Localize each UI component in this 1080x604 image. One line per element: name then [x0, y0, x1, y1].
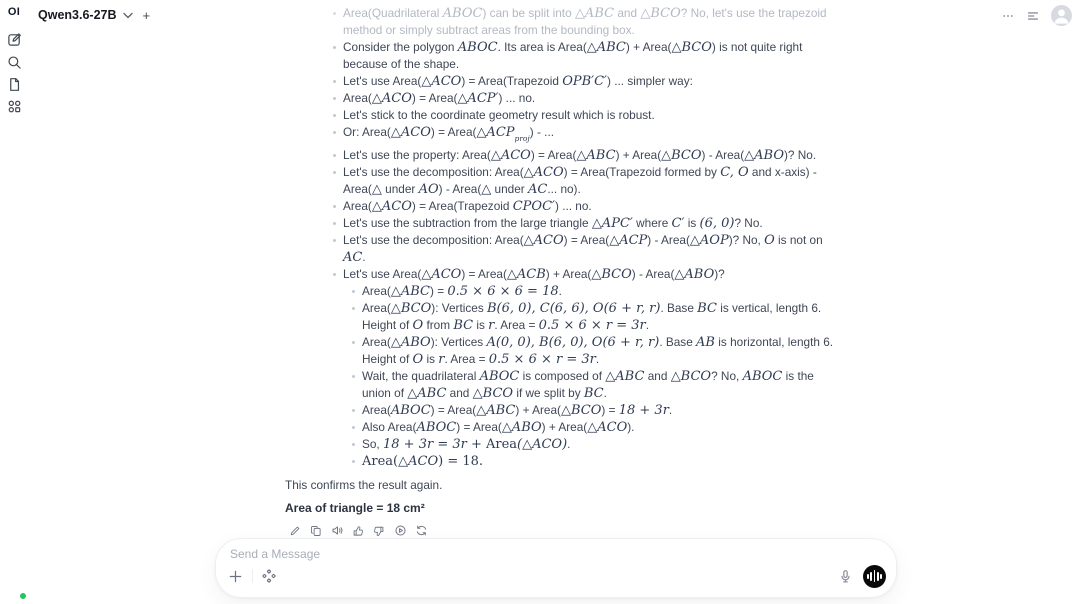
message-actions [287, 523, 860, 539]
list-item: Let's use the decomposition: Area(△ACO) = Area(△ACP) - Area(△AOP)? No, O is not on AC. [285, 232, 843, 266]
assistant-message [285, 5, 860, 539]
regenerate-icon[interactable] [413, 523, 429, 539]
list-item: Wait, the quadrilateral ABOC is composed of △ABC and △BCO? No, ABOC is the union of △ABC and △BCO if we split by BC. [285, 368, 843, 402]
list-item: Consider the polygon ABOC. Its area is Area(△ABC) + Area(△BCO) is not quite right because of the shape. [285, 39, 843, 73]
list-item: Let's use the subtraction from the large triangle △APC′ where C′ is (6, 0)? No. [285, 215, 843, 232]
list-item: Let's use Area(△ACO) = Area(△ACB) + Area(△BCO) - Area(△ABO)? [285, 266, 843, 283]
list-item: Area(△ABO): Vertices A(0, 0), B(6, 0), O(6 + r, r). Base AB is horizontal, length 6. Height of O is r. Area = 0.5 × 6 × r = 3r. [285, 334, 843, 368]
closing-paragraph: This confirms the result again. [285, 477, 443, 492]
list-item: Area(△ACO) = Area(Trapezoid CPOC′) ... no. [285, 198, 843, 215]
edit-icon[interactable] [287, 523, 303, 539]
model-selector[interactable] [38, 5, 150, 25]
thought-list [285, 5, 843, 470]
list-item: Area(△ACO) = Area(△ACP′) ... no. [285, 90, 843, 107]
composer-toolbar [228, 564, 886, 588]
list-item: Let's use the property: Area(△ACO) = Area(△ABC) + Area(△BCO) - Area(△ABO)? No. [285, 147, 843, 164]
list-item: Or: Area(△ACO) = $Area(\triangle ACP_{proj})$ - ... [285, 124, 843, 147]
composer[interactable] [215, 538, 897, 598]
composer-divider [252, 569, 253, 583]
chevron-down-icon [123, 6, 133, 24]
list-item: Area(Quadrilateral ABOC) can be split into △ABC and △BCO? No, let's use the trapezoid method or simply subtract areas from the bounding box. [285, 5, 843, 39]
microphone-icon[interactable] [838, 569, 853, 584]
list-item: Area(ABOC) = Area(△ABC) + Area(△BCO) = 18 + 3r. [285, 402, 843, 419]
apps-icon[interactable] [5, 97, 23, 115]
list-item: Let's stick to the coordinate geometry result which is robust. [285, 107, 843, 124]
play-circle-icon[interactable] [392, 523, 408, 539]
user-avatar[interactable] [1051, 5, 1072, 26]
search-icon[interactable] [5, 53, 23, 71]
profile-button[interactable] [2, 575, 26, 599]
list-item: Let's use the decomposition: Area(△ACO) = Area(Trapezoid formed by C, O and x-axis) - Area(△ under AO) - Area(△ under AC... no). [285, 164, 843, 198]
model-name: Qwen3.6-27B [38, 8, 117, 22]
tools-icon[interactable] [262, 569, 276, 583]
app-logo: OI [7, 6, 21, 18]
copy-icon[interactable] [308, 523, 324, 539]
voice-mode-button[interactable] [863, 565, 886, 588]
thumbs-down-icon[interactable] [371, 523, 387, 539]
list-item: Area(△ABC) = 0.5 × 6 × 6 = 18. [285, 283, 843, 300]
library-icon[interactable] [5, 75, 23, 93]
list-item: So, 18 + 3r = 3r + Area(△ACO). [285, 436, 843, 453]
list-item: Let's use Area(△ACO) = Area(Trapezoid OPB′C′) ... simpler way: [285, 73, 843, 90]
outline-icon[interactable] [1026, 9, 1040, 23]
thumbs-up-icon[interactable] [350, 523, 366, 539]
plus-icon[interactable] [228, 569, 243, 584]
read-aloud-icon[interactable] [329, 523, 345, 539]
final-answer: Area of triangle = 18 cm² [285, 500, 425, 515]
list-item: Area(△BCO): Vertices B(6, 0), C(6, 6), O(6 + r, r). Base BC is vertical, length 6. Height of O from BC is r. Area = 0.5 × 6 × r = 3r. [285, 300, 843, 334]
online-status-dot [19, 592, 27, 600]
new-chat-plus-button[interactable]: + [142, 7, 151, 23]
more-icon[interactable] [1001, 9, 1015, 23]
message-input[interactable] [230, 547, 790, 561]
list-item: Also Area(ABOC) = Area(△ABO) + Area(△ACO). [285, 419, 843, 436]
new-chat-icon[interactable] [5, 30, 23, 48]
list-item: Area(△ACO) = 18. [285, 453, 843, 470]
header-right [1001, 5, 1072, 26]
left-sidebar [0, 0, 28, 604]
